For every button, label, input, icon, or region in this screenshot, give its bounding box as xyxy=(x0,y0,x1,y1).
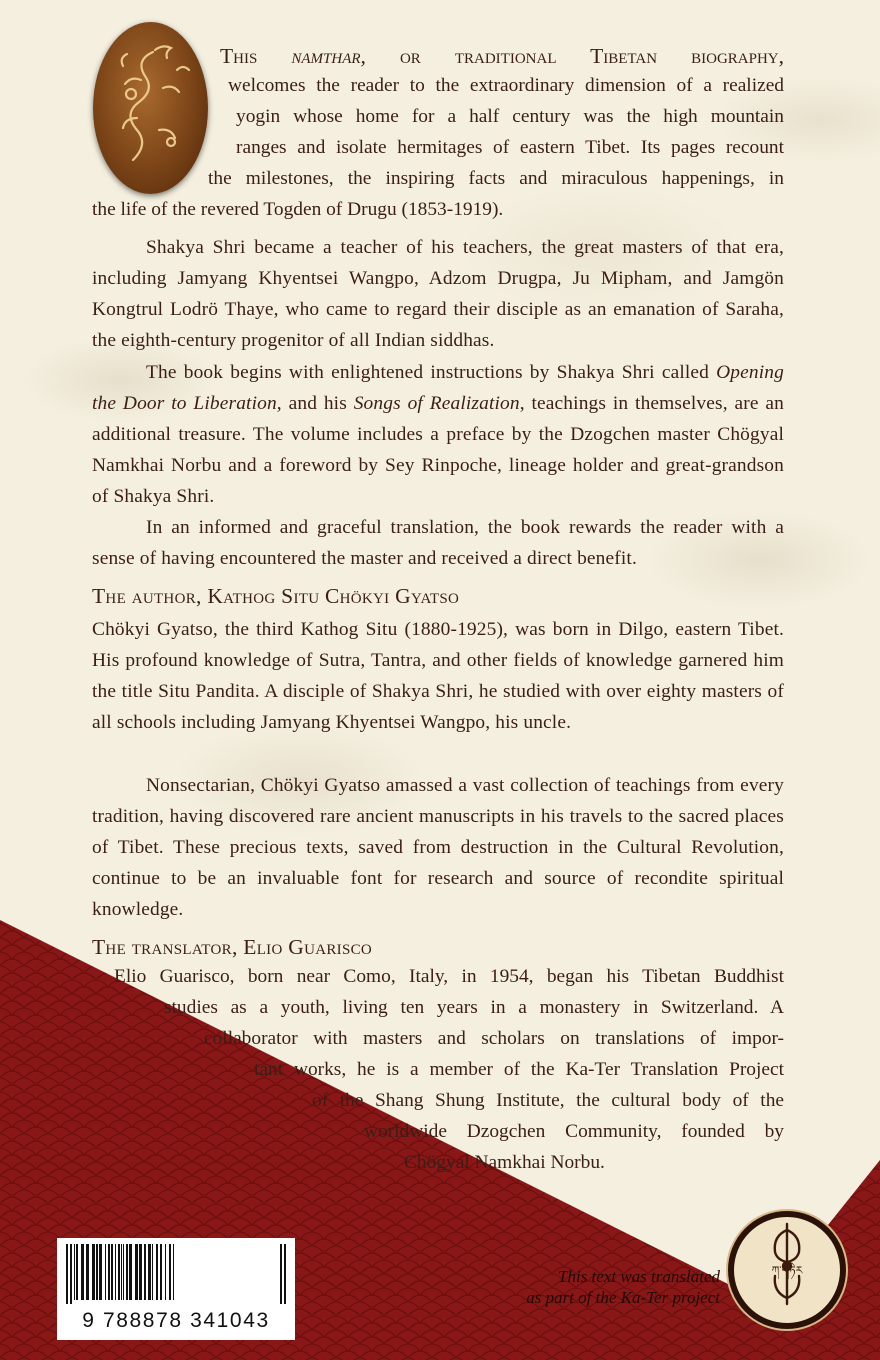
intro-line xyxy=(220,44,784,69)
barcode-bar xyxy=(139,1244,142,1300)
barcode-bar xyxy=(123,1244,124,1300)
barcode-bar xyxy=(105,1244,106,1300)
body-paragraph-book xyxy=(92,357,784,512)
barcode-bar xyxy=(126,1244,128,1300)
intro-line: the milestones, the inspiring facts and miraculous happenings, in xyxy=(208,168,784,189)
barcode-bar xyxy=(118,1244,120,1300)
author-paragraph-1: Chökyi Gyatso, the third Kathog Situ (1880-1925), was born in Dilgo, eastern Tibet. His profound knowledge of Sutra, Tantra, and other fields of knowledge garnered him the title Situ Pandita. A disciple of Shakya Shri, he studied with over eighty masters of all schools including Jamyang Khyentsei Wangpo, his uncle. xyxy=(92,619,784,733)
barcode-bar xyxy=(111,1244,113,1300)
intro-line-part: namthar, xyxy=(291,44,366,68)
book-paragraph-text-a: The book begins with enlightened instructions by Shakya Shri called xyxy=(146,362,710,383)
barcode-bar xyxy=(284,1244,286,1304)
barcode-bar xyxy=(135,1244,138,1300)
kater-project-note xyxy=(500,1266,720,1308)
translator-line: studies as a youth, living ten years in a monastery in Switzerland. A xyxy=(164,997,784,1018)
translator-line: Chögyal Namkhai Norbu. xyxy=(404,1152,605,1173)
book-paragraph-text-c: , teachings in themselves, are an additional treasure. The volume includes a preface by the Dzogchen master Chögyal Namkhai Norbu and a foreword by Sey Rinpoche, lineage holder and great-grandson of Shakya Shri. xyxy=(92,393,784,507)
translator-line: tant works, he is a member of the Ka-Ter Translation Project xyxy=(254,1059,784,1080)
barcode-bar xyxy=(86,1244,89,1300)
barcode-bar xyxy=(74,1244,75,1300)
kater-logo xyxy=(725,1208,849,1332)
translator-line: of the Shang Shung Institute, the cultural body of the xyxy=(312,1090,784,1111)
barcode-bar xyxy=(76,1244,78,1300)
translator-line: Elio Guarisco, born near Como, Italy, in 1954, began his Tibetan Buddhist xyxy=(114,966,784,987)
intro-line-part: This xyxy=(220,44,292,68)
body-paragraph-shakya-shri: Shakya Shri became a teacher of his teachers, the great masters of that era, including Jamyang Khyentsei Wangpo, Adzom Drugpa, Ju Mipham, and Jamgön Kongtrul Lodrö Thaye, who came to regard their disciple as an emanation of Saraha, the eighth-century progenitor of all Indian siddhas. xyxy=(92,237,784,351)
barcode-bar xyxy=(96,1244,98,1300)
kater-logo-label: KA-TER xyxy=(756,1298,818,1322)
book-paragraph-text-b: and his xyxy=(281,393,354,414)
intro-line: welcomes the reader to the extraordinary dimension of a realized xyxy=(228,75,784,96)
intro-line: yogin whose home for a half century was the high mountain xyxy=(236,106,784,127)
kater-logo-script: ཀ་གཏེར xyxy=(771,1264,803,1277)
barcode-bar xyxy=(152,1244,153,1300)
isbn-barcode xyxy=(57,1238,295,1340)
barcode-bars xyxy=(64,1244,288,1304)
barcode-bar xyxy=(144,1244,146,1300)
barcode-number: 9 788878 341043 xyxy=(82,1309,270,1332)
author-heading: The author, Kathog Situ Chökyi Gyatso xyxy=(92,584,460,608)
barcode-bar xyxy=(169,1244,171,1300)
barcode-bar xyxy=(121,1244,122,1300)
barcode-bar xyxy=(81,1244,84,1300)
barcode-bar xyxy=(148,1244,151,1300)
translator-line: collaborator with masters and scholars on translations of impor- xyxy=(204,1028,784,1049)
kater-note-line-2: as part of the Ka-Ter project xyxy=(526,1288,720,1307)
barcode-bar xyxy=(129,1244,132,1300)
barcode-bar xyxy=(173,1244,174,1300)
barcode-bar xyxy=(66,1244,68,1304)
translator-line: worldwide Dzogchen Community, founded by xyxy=(364,1121,784,1142)
dragon-icon xyxy=(93,22,208,194)
barcode-bar xyxy=(115,1244,116,1300)
body-paragraph-translation: In an informed and graceful translation, the book rewards the reader with a sense of having encountered the master and received a direct benefit. xyxy=(92,517,784,569)
book-title-opening-door: Opening the Door to Liberation, xyxy=(92,362,784,414)
barcode-bar xyxy=(92,1244,95,1300)
barcode-bar xyxy=(156,1244,158,1300)
book-title-songs: Songs of Realization xyxy=(353,393,520,414)
intro-line-part: or traditional Tibetan biography, xyxy=(365,44,784,68)
translator-heading: The translator, Elio Guarisco xyxy=(92,935,373,959)
barcode-bar xyxy=(165,1244,166,1300)
intro-line: ranges and isolate hermitages of eastern Tibet. Its pages recount xyxy=(236,137,784,158)
barcode-bar xyxy=(108,1244,110,1300)
barcode-bar xyxy=(70,1244,72,1304)
barcode-bar xyxy=(160,1244,162,1300)
barcode-bar xyxy=(280,1244,282,1304)
barcode-bar xyxy=(99,1244,102,1300)
author-paragraph-2: Nonsectarian, Chökyi Gyatso amassed a vast collection of teachings from every tradition, having discovered rare ancient manuscripts in his travels to the sacred places of Tibet. These precious texts, saved from destruction in the Cultural Revolution, continue to be an invaluable font for research and source of recondite spiritual knowledge. xyxy=(92,775,784,920)
intro-line: the life of the revered Togden of Drugu (1853-1919). xyxy=(92,199,504,220)
dragon-medallion-image xyxy=(93,22,208,194)
kater-note-line-1: This text was translated xyxy=(558,1267,720,1286)
